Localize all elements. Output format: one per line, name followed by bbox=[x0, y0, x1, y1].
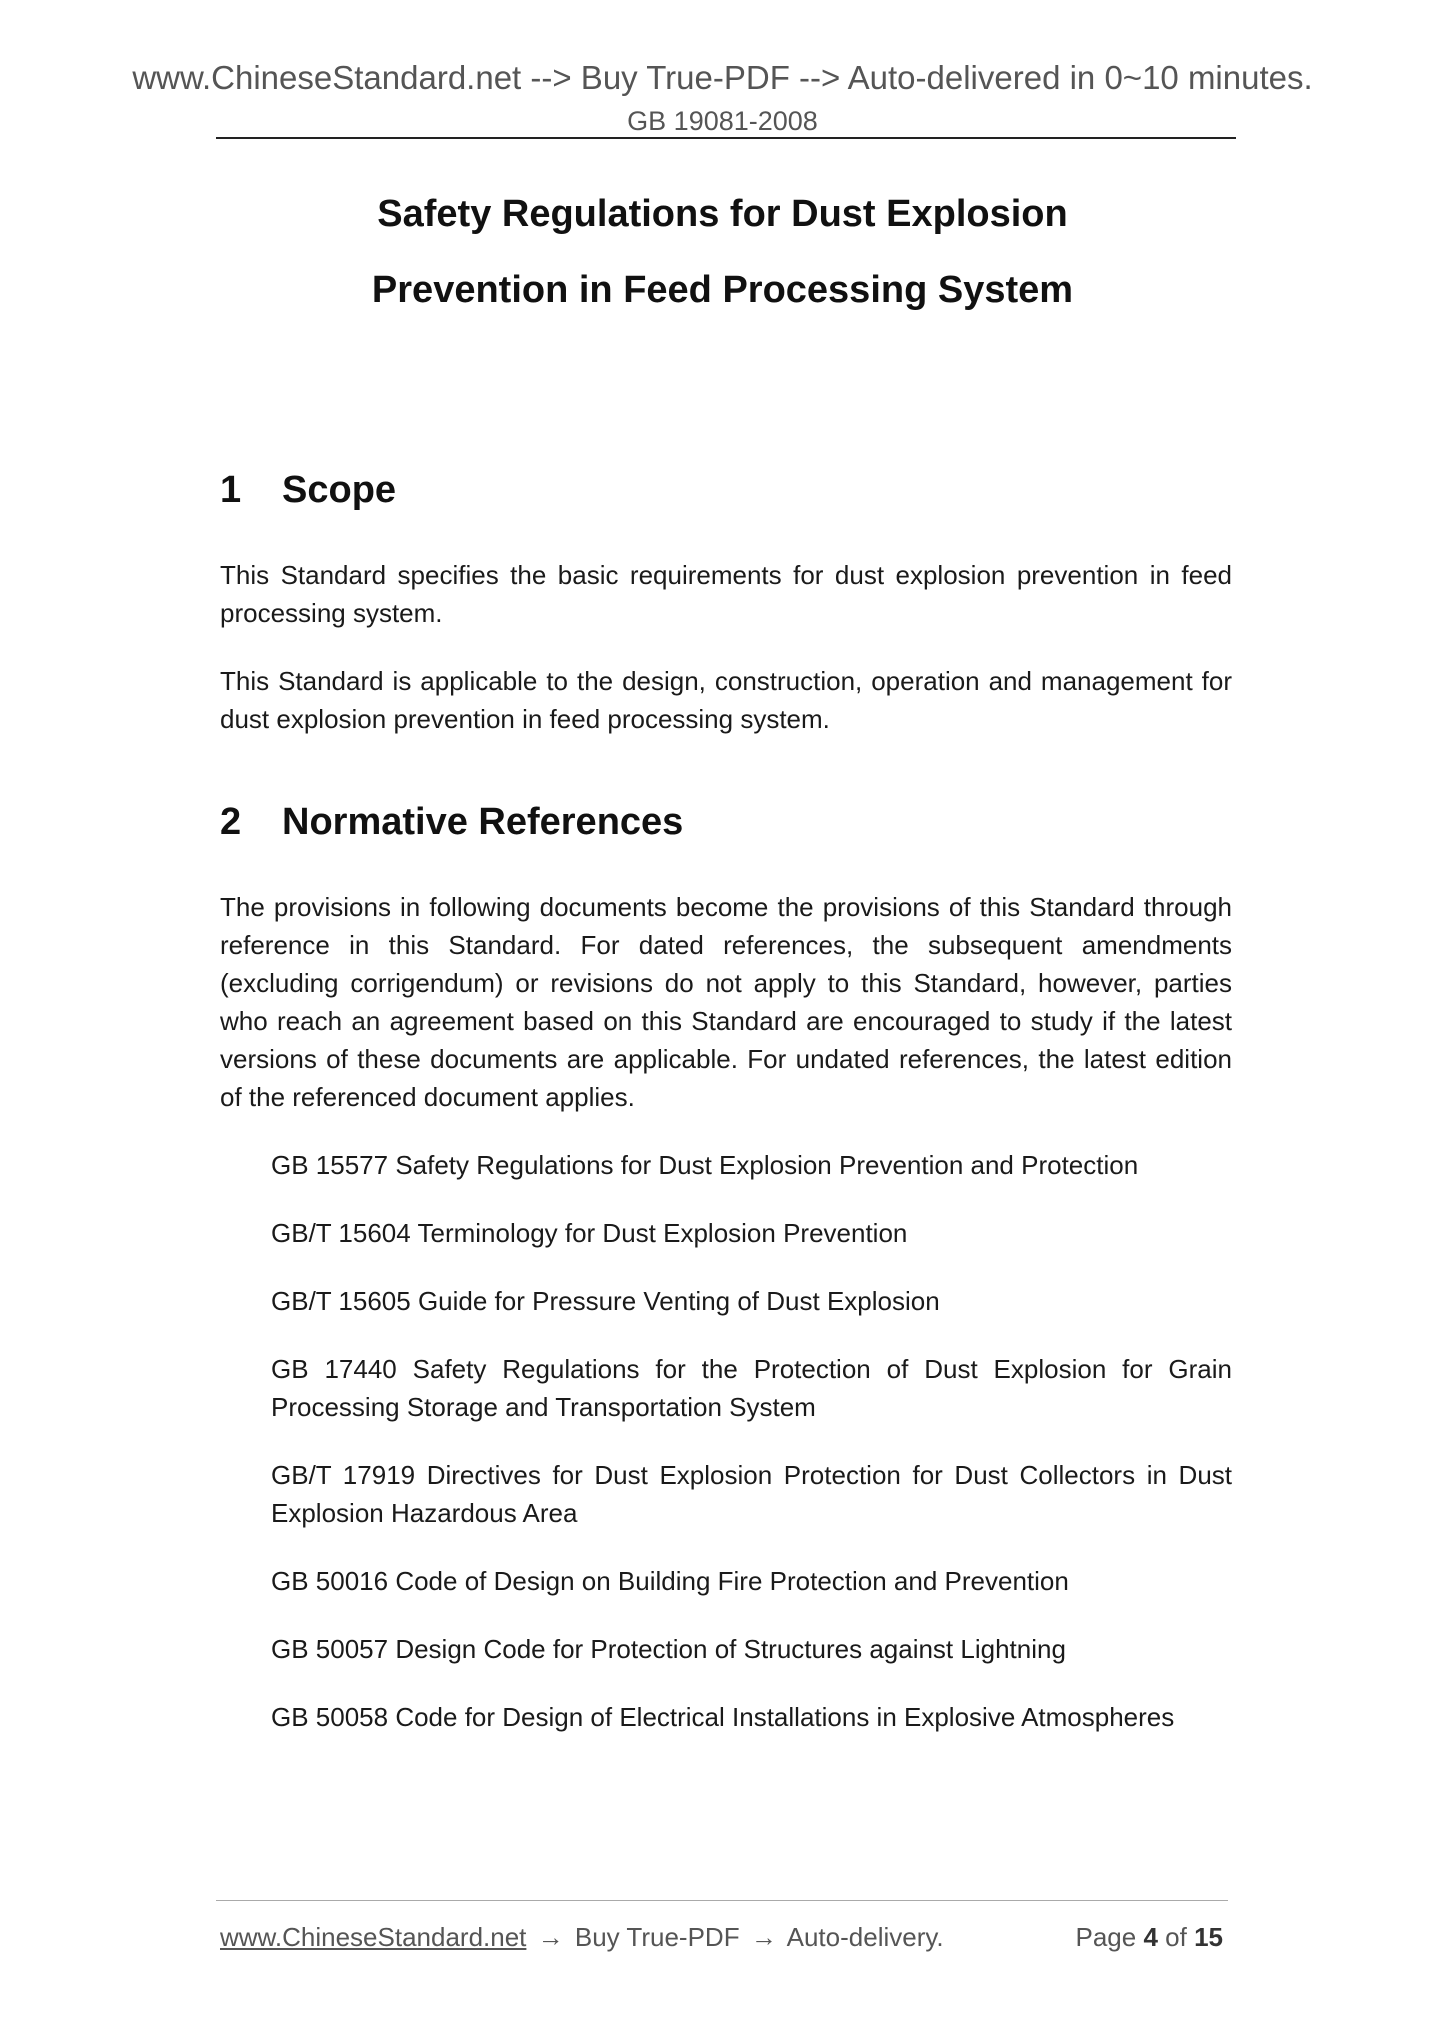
arrow-right-icon: → bbox=[750, 1922, 777, 1952]
page-indicator bbox=[1075, 1918, 1223, 1956]
footer-buy-text: Buy True-PDF bbox=[574, 1922, 740, 1952]
reference-item: GB/T 15605 Guide for Pressure Venting of Dust Explosion bbox=[271, 1286, 940, 1316]
reference-item: GB 50057 Design Code for Protection of Structures against Lightning bbox=[271, 1634, 1066, 1664]
page-of: of bbox=[1165, 1922, 1187, 1952]
document-title-line-2: Prevention in Feed Processing System bbox=[371, 269, 1074, 311]
section-title: Normative References bbox=[282, 801, 684, 843]
scope-paragraph-2: This Standard is applicable to the design, construction, operation and management for dust explosion prevention in feed processing system. bbox=[220, 666, 1232, 734]
reference-item: GB 50016 Code of Design on Building Fire Protection and Prevention bbox=[271, 1566, 1069, 1596]
header-divider bbox=[216, 137, 1236, 139]
footer-left bbox=[220, 1918, 944, 1956]
header-standard-code: GB 19081-2008 bbox=[627, 106, 818, 136]
scope-paragraph-1: This Standard specifies the basic requirements for dust explosion prevention in feed processing system. bbox=[220, 560, 1232, 628]
footer-site-link[interactable]: www.ChineseStandard.net bbox=[220, 1922, 527, 1952]
reference-item: GB 50058 Code for Design of Electrical Installations in Explosive Atmospheres bbox=[271, 1702, 1175, 1732]
reference-item: GB/T 15604 Terminology for Dust Explosion Prevention bbox=[271, 1218, 908, 1248]
arrow-right-icon: → bbox=[537, 1922, 564, 1952]
section-number: 1 bbox=[220, 469, 242, 511]
section-number: 2 bbox=[220, 801, 242, 843]
section-heading-normative-references bbox=[220, 798, 683, 846]
reference-item: GB 17440 Safety Regulations for the Protection of Dust Explosion for Grain Processing Storage and Transportation System bbox=[271, 1354, 1232, 1422]
reference-item: GB 15577 Safety Regulations for Dust Explosion Prevention and Protection bbox=[271, 1150, 1139, 1180]
document-title-line-1: Safety Regulations for Dust Explosion bbox=[377, 193, 1068, 235]
footer-divider bbox=[216, 1900, 1228, 1901]
page-total: 15 bbox=[1194, 1922, 1223, 1952]
normative-intro-paragraph: The provisions in following documents become the provisions of this Standard through reference in this Standard. For dated references, the subsequent amendments (excluding corrigendum) or revisions do not apply to this Standard, however, parties who reach an agreement based on this Standard are encouraged to study if the latest versions of these documents are applicable. For undated references, the latest edition of the referenced document applies. bbox=[220, 892, 1232, 1112]
section-title: Scope bbox=[282, 469, 397, 511]
footer-delivery-text: Auto-delivery. bbox=[786, 1922, 944, 1952]
section-heading-scope bbox=[220, 466, 396, 514]
reference-item: GB/T 17919 Directives for Dust Explosion Protection for Dust Collectors in Dust Explosion Hazardous Area bbox=[271, 1460, 1232, 1528]
page-word: Page bbox=[1075, 1922, 1137, 1952]
header-promo-text: www.ChineseStandard.net --> Buy True-PDF --> Auto-delivered in 0~10 minutes. bbox=[132, 59, 1313, 96]
page-current: 4 bbox=[1143, 1922, 1158, 1952]
